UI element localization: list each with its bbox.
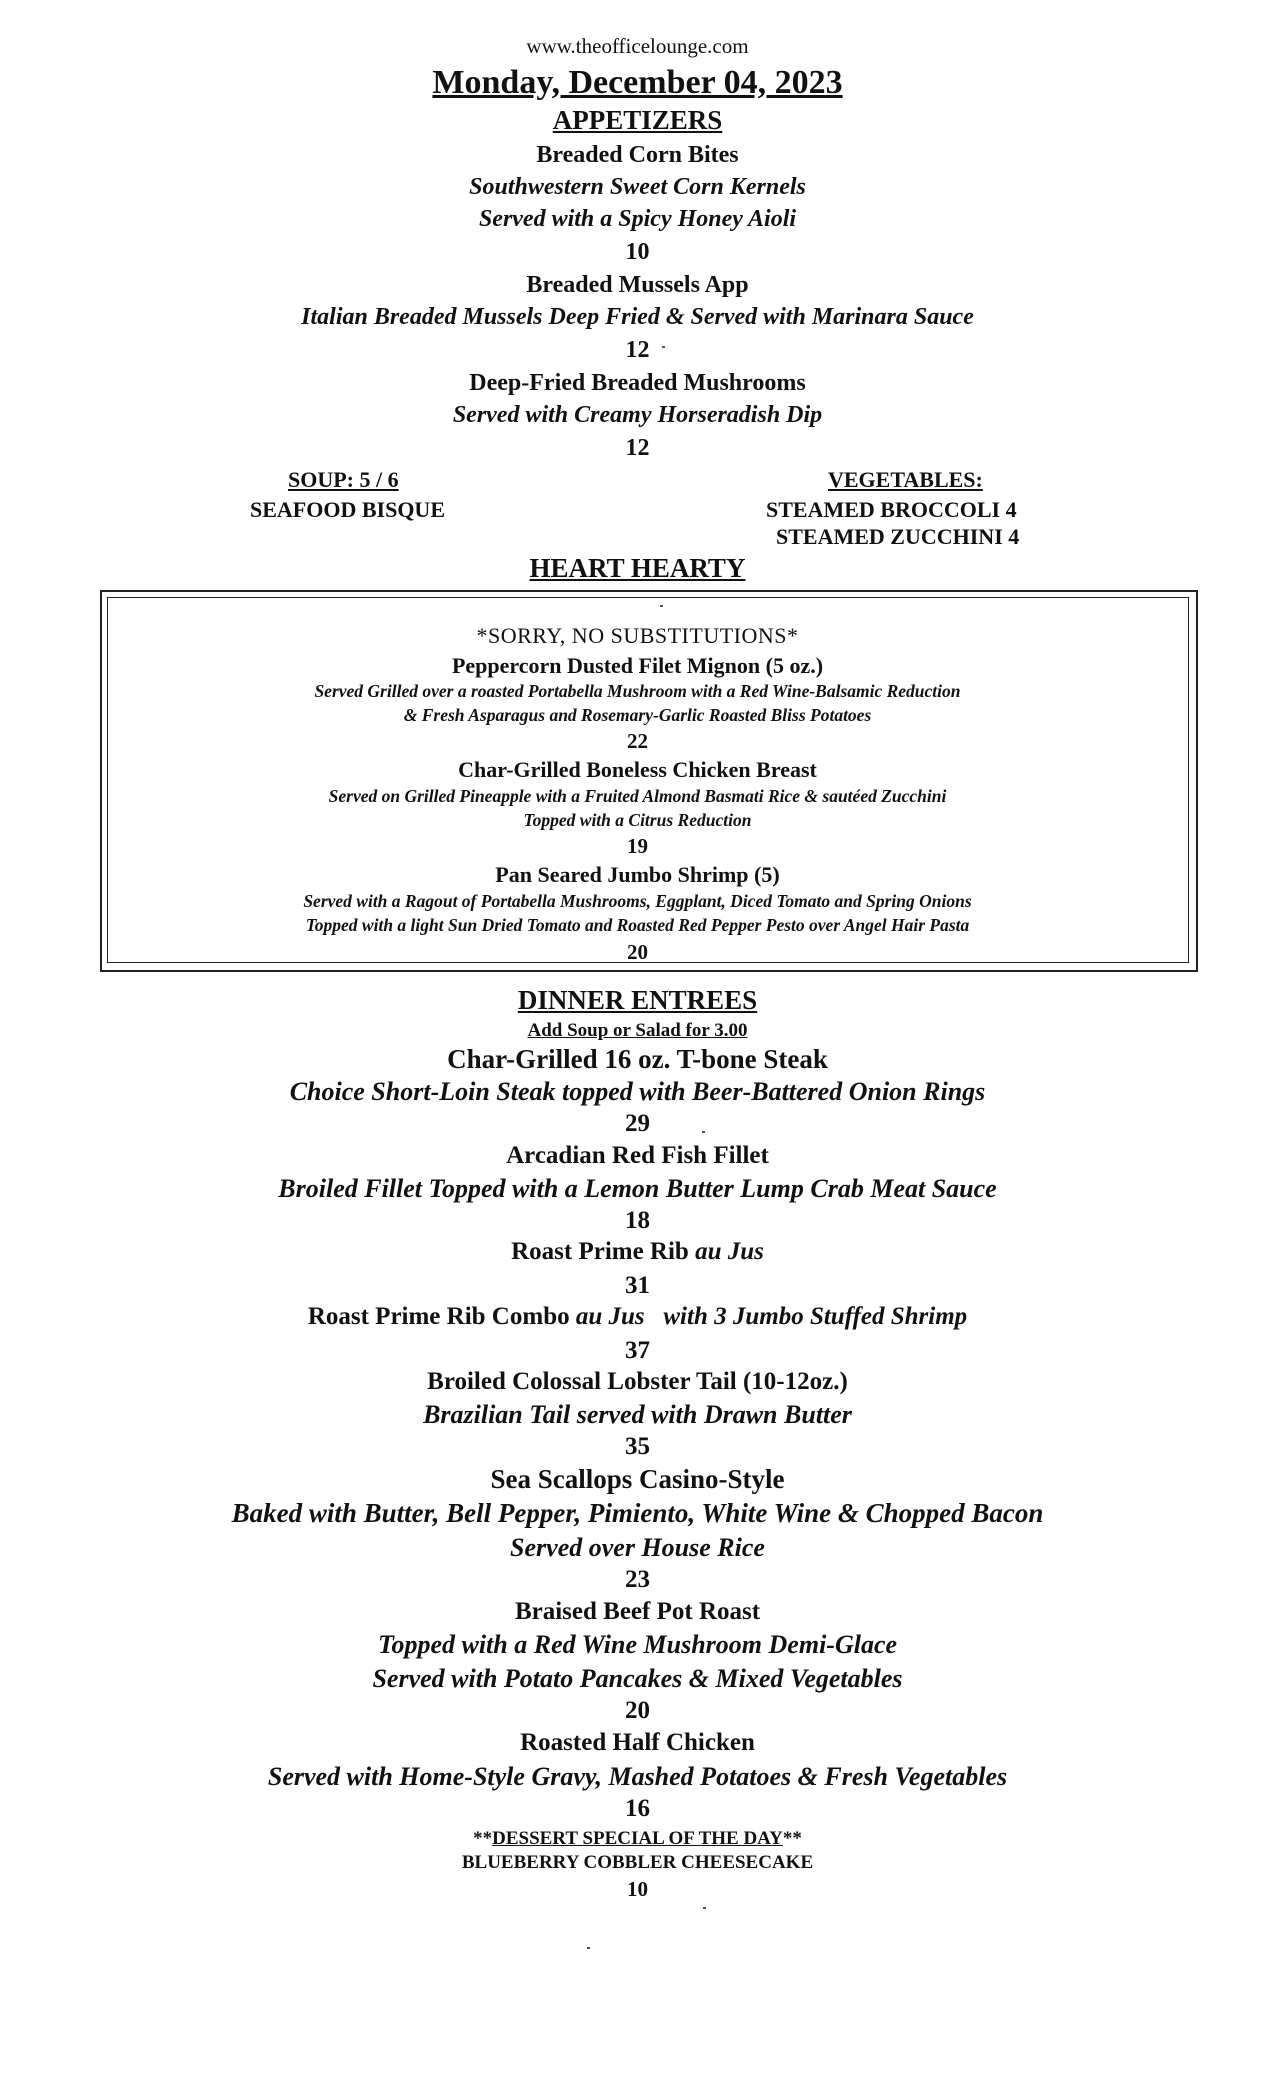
soup-heading: SOUP: 5 / 6	[288, 467, 399, 492]
appetizer-name: Deep-Fried Breaded Mushrooms	[469, 370, 806, 396]
vegetable-item: STEAMED ZUCCHINI 4	[776, 524, 1020, 549]
vegetables-heading: VEGETABLES:	[828, 467, 983, 492]
heart-hearty-item-name: Pan Seared Jumbo Shrimp (5)	[495, 862, 780, 887]
entree-price: 20	[625, 1697, 650, 1724]
dessert-heading-prefix: **	[473, 1828, 493, 1849]
entree-name: Roast Prime Rib Combo	[307, 1303, 570, 1330]
entree-name: Roasted Half Chicken	[520, 1729, 755, 1756]
appetizers-heading: APPETIZERS	[552, 105, 723, 135]
appetizer-name: Breaded Corn Bites	[536, 142, 739, 168]
scan-speck	[662, 346, 665, 348]
heart-hearty-item-desc: Served on Grilled Pineapple with a Fruited Almond Basmati Rice & sautéed Zucchini	[328, 786, 947, 806]
dessert-heading-suffix: **	[782, 1828, 802, 1849]
heart-hearty-item-desc: Served with a Ragout of Portabella Mushrooms, Eggplant, Diced Tomato and Spring Onions	[303, 891, 972, 911]
entree-desc: Served with Potato Pancakes & Mixed Vegetables	[372, 1664, 903, 1693]
entree-price: 37	[625, 1337, 650, 1364]
entree-name-italic: au Jus with 3 Jumbo Stuffed Shrimp	[575, 1303, 968, 1330]
heart-hearty-item-desc: Served Grilled over a roasted Portabella Mushroom with a Red Wine-Balsamic Reduction	[314, 681, 961, 701]
appetizer-desc: Southwestern Sweet Corn Kernels	[469, 174, 806, 200]
appetizer-desc: Served with a Spicy Honey Aioli	[478, 206, 797, 232]
heart-hearty-item-desc: Topped with a Citrus Reduction	[523, 810, 752, 830]
appetizer-name: Breaded Mussels App	[526, 272, 749, 298]
dessert-price: 10	[627, 1877, 648, 1901]
dinner-entrees-subheading: Add Soup or Salad for 3.00	[527, 1020, 748, 1041]
entree-name-italic: au Jus	[695, 1238, 764, 1265]
scan-speck	[587, 1947, 590, 1949]
entree-name: Char-Grilled 16 oz. T-bone Steak	[447, 1044, 828, 1074]
entree-price: 18	[625, 1207, 650, 1234]
dessert-heading-line	[0, 1828, 1275, 1850]
entree-price: 23	[625, 1566, 650, 1593]
dinner-entrees-heading: DINNER ENTREES	[517, 985, 758, 1015]
entree-desc: Served over House Rice	[510, 1533, 765, 1562]
vegetable-item: STEAMED BROCCOLI 4	[766, 497, 1017, 522]
heart-hearty-item-price: 19	[627, 834, 648, 858]
appetizer-price: 10	[625, 239, 650, 265]
appetizer-desc: Italian Breaded Mussels Deep Fried & Served with Marinara Sauce	[301, 304, 974, 330]
entree-desc: Baked with Butter, Bell Pepper, Pimiento, White Wine & Chopped Bacon	[231, 1498, 1044, 1528]
entree-name: Roast Prime Rib	[511, 1238, 689, 1265]
entree-name: Arcadian Red Fish Fillet	[506, 1142, 769, 1169]
heart-hearty-item-desc: & Fresh Asparagus and Rosemary-Garlic Roasted Bliss Potatoes	[403, 705, 872, 725]
scan-speck	[660, 605, 663, 607]
entree-price: 16	[625, 1795, 650, 1822]
entree-desc: Broiled Fillet Topped with a Lemon Butter Lump Crab Meat Sauce	[278, 1174, 997, 1203]
scan-speck	[703, 1907, 706, 1909]
menu-date: Monday, December 04, 2023	[432, 64, 843, 101]
heart-hearty-heading: HEART HEARTY	[529, 553, 746, 583]
soup-item: SEAFOOD BISQUE	[250, 497, 445, 522]
entree-desc: Topped with a Red Wine Mushroom Demi-Glace	[377, 1630, 898, 1659]
entree-desc: Brazilian Tail served with Drawn Butter	[423, 1400, 852, 1429]
entree-price: 31	[625, 1272, 650, 1299]
entree-price: 29	[625, 1110, 650, 1137]
entree-name-line	[0, 1303, 1275, 1331]
appetizer-price: 12	[625, 337, 650, 363]
heart-hearty-item-price: 22	[627, 729, 648, 753]
entree-desc: Served with Home-Style Gravy, Mashed Potatoes & Fresh Vegetables	[267, 1762, 1008, 1791]
dessert-item: BLUEBERRY COBBLER CHEESECAKE	[461, 1852, 814, 1873]
no-substitutions-notice: *SORRY, NO SUBSTITUTIONS*	[476, 623, 799, 648]
appetizer-desc: Served with Creamy Horseradish Dip	[452, 402, 823, 428]
heart-hearty-item-price: 20	[627, 940, 648, 964]
website-url[interactable]: www.theofficelounge.com	[526, 34, 749, 58]
entree-price: 35	[625, 1433, 650, 1460]
heart-hearty-item-name: Char-Grilled Boneless Chicken Breast	[458, 757, 817, 782]
entree-desc: Choice Short-Loin Steak topped with Beer-Battered Onion Rings	[289, 1077, 986, 1106]
heart-hearty-item-name: Peppercorn Dusted Filet Mignon (5 oz.)	[451, 653, 824, 678]
dessert-heading: DESSERT SPECIAL OF THE DAY	[492, 1828, 783, 1849]
entree-name: Sea Scallops Casino-Style	[490, 1464, 785, 1494]
scan-speck	[702, 1131, 705, 1133]
entree-name-line	[0, 1238, 1275, 1266]
heart-hearty-item-desc: Topped with a light Sun Dried Tomato and Roasted Red Pepper Pesto over Angel Hair Pasta	[305, 915, 970, 935]
entree-name: Braised Beef Pot Roast	[514, 1598, 761, 1625]
appetizer-price: 12	[625, 435, 650, 461]
entree-name: Broiled Colossal Lobster Tail (10-12oz.)	[427, 1368, 848, 1395]
